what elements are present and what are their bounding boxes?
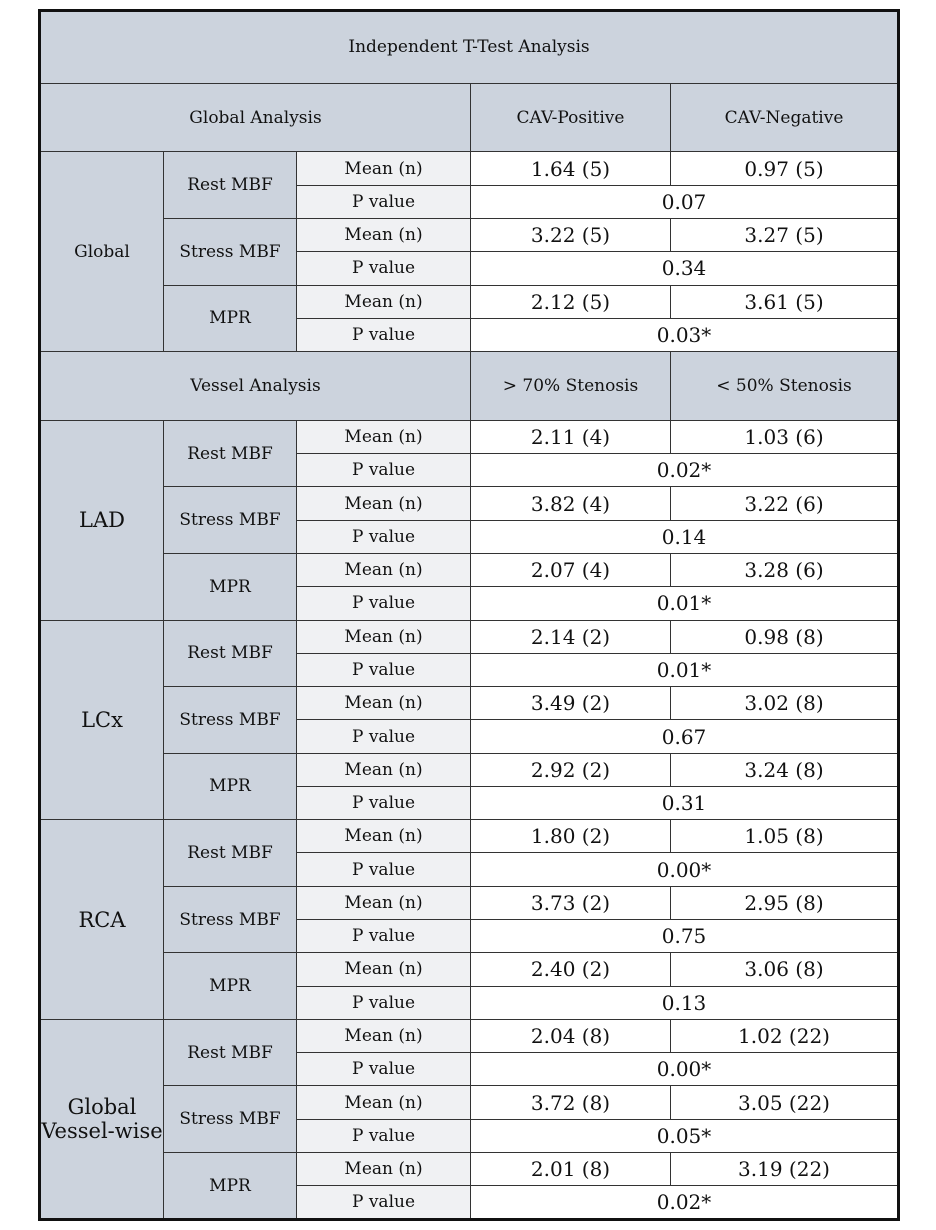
- mean-label: Mean (n): [297, 219, 471, 252]
- mean-value-col1: 3.73 (2): [471, 886, 671, 919]
- mean-value-col1: 2.12 (5): [471, 285, 671, 318]
- metric-label: Stress MBF: [164, 219, 297, 286]
- metric-label: MPR: [164, 753, 297, 820]
- mean-label: Mean (n): [297, 553, 471, 586]
- mean-value-col2: 0.98 (8): [671, 620, 899, 653]
- p-value-label: P value: [297, 587, 471, 620]
- mean-value-col2: 3.02 (8): [671, 687, 899, 720]
- metric-label: MPR: [164, 1153, 297, 1220]
- p-value: 0.07: [471, 185, 899, 218]
- mean-value-col1: 1.80 (2): [471, 820, 671, 853]
- mean-value-col1: 2.14 (2): [471, 620, 671, 653]
- mean-label: Mean (n): [297, 1153, 471, 1186]
- mean-value-col2: 1.03 (6): [671, 420, 899, 453]
- group-label: Global: [40, 152, 164, 352]
- mean-label: Mean (n): [297, 753, 471, 786]
- mean-value-col2: 3.27 (5): [671, 219, 899, 252]
- global-analysis-header: Global Analysis: [40, 83, 471, 152]
- p-value: 0.34: [471, 252, 899, 285]
- p-value: 0.14: [471, 520, 899, 553]
- mean-label: Mean (n): [297, 152, 471, 185]
- mean-label: Mean (n): [297, 420, 471, 453]
- p-value: 0.03*: [471, 318, 899, 351]
- metric-label: MPR: [164, 285, 297, 352]
- mean-value-col2: 3.05 (22): [671, 1086, 899, 1119]
- p-value-label: P value: [297, 986, 471, 1019]
- p-value: 0.02*: [471, 1186, 899, 1220]
- mean-label: Mean (n): [297, 953, 471, 986]
- mean-label: Mean (n): [297, 820, 471, 853]
- p-value-label: P value: [297, 853, 471, 886]
- group-label: LCx: [40, 620, 164, 820]
- p-value-label: P value: [297, 454, 471, 487]
- metric-label: Rest MBF: [164, 820, 297, 887]
- p-value-label: P value: [297, 520, 471, 553]
- p-value-label: P value: [297, 653, 471, 686]
- mean-value-col1: 3.22 (5): [471, 219, 671, 252]
- mean-value-col1: 2.40 (2): [471, 953, 671, 986]
- vessel-analysis-header: Vessel Analysis: [40, 352, 471, 421]
- mean-value-col2: 3.19 (22): [671, 1153, 899, 1186]
- mean-value-col1: 2.92 (2): [471, 753, 671, 786]
- p-value-label: P value: [297, 786, 471, 819]
- p-value-label: P value: [297, 185, 471, 218]
- metric-label: MPR: [164, 953, 297, 1020]
- global-analysis-col1-header: CAV-Positive: [471, 83, 671, 152]
- p-value-label: P value: [297, 720, 471, 753]
- metric-label: Stress MBF: [164, 687, 297, 754]
- p-value-label: P value: [297, 1053, 471, 1086]
- mean-value-col1: 3.82 (4): [471, 487, 671, 520]
- metric-label: Rest MBF: [164, 152, 297, 219]
- p-value: 0.00*: [471, 853, 899, 886]
- mean-value-col2: 0.97 (5): [671, 152, 899, 185]
- mean-label: Mean (n): [297, 1019, 471, 1052]
- group-label: RCA: [40, 820, 164, 1020]
- mean-label: Mean (n): [297, 487, 471, 520]
- p-value: 0.01*: [471, 653, 899, 686]
- metric-label: Stress MBF: [164, 886, 297, 953]
- metric-label: MPR: [164, 553, 297, 620]
- mean-label: Mean (n): [297, 886, 471, 919]
- metric-label: Rest MBF: [164, 420, 297, 487]
- mean-value-col2: 3.06 (8): [671, 953, 899, 986]
- p-value-label: P value: [297, 318, 471, 351]
- mean-value-col2: 3.22 (6): [671, 487, 899, 520]
- p-value-label: P value: [297, 920, 471, 953]
- mean-value-col1: 2.07 (4): [471, 553, 671, 586]
- p-value: 0.00*: [471, 1053, 899, 1086]
- mean-value-col2: 3.61 (5): [671, 285, 899, 318]
- p-value: 0.01*: [471, 587, 899, 620]
- mean-value-col2: 3.24 (8): [671, 753, 899, 786]
- metric-label: Stress MBF: [164, 1086, 297, 1153]
- mean-label: Mean (n): [297, 687, 471, 720]
- group-label: LAD: [40, 420, 164, 620]
- mean-value-col1: 2.11 (4): [471, 420, 671, 453]
- p-value-label: P value: [297, 1186, 471, 1220]
- mean-value-col2: 3.28 (6): [671, 553, 899, 586]
- global-analysis-col2-header: CAV-Negative: [671, 83, 899, 152]
- p-value: 0.02*: [471, 454, 899, 487]
- mean-label: Mean (n): [297, 1086, 471, 1119]
- mean-value-col2: 1.02 (22): [671, 1019, 899, 1052]
- p-value: 0.05*: [471, 1119, 899, 1152]
- mean-value-col1: 3.72 (8): [471, 1086, 671, 1119]
- p-value-label: P value: [297, 252, 471, 285]
- group-label: Global Vessel-wise: [40, 1019, 164, 1219]
- metric-label: Rest MBF: [164, 1019, 297, 1086]
- mean-value-col1: 3.49 (2): [471, 687, 671, 720]
- p-value: 0.13: [471, 986, 899, 1019]
- mean-value-col1: 1.64 (5): [471, 152, 671, 185]
- t-test-table: [38, 9, 900, 1221]
- metric-label: Rest MBF: [164, 620, 297, 687]
- mean-value-col1: 2.04 (8): [471, 1019, 671, 1052]
- p-value: 0.31: [471, 786, 899, 819]
- vessel-analysis-col1-header: > 70% Stenosis: [471, 352, 671, 421]
- mean-label: Mean (n): [297, 285, 471, 318]
- p-value: 0.67: [471, 720, 899, 753]
- table-title: Independent T-Test Analysis: [40, 11, 899, 84]
- metric-label: Stress MBF: [164, 487, 297, 554]
- vessel-analysis-col2-header: < 50% Stenosis: [671, 352, 899, 421]
- mean-value-col1: 2.01 (8): [471, 1153, 671, 1186]
- p-value: 0.75: [471, 920, 899, 953]
- mean-value-col2: 2.95 (8): [671, 886, 899, 919]
- mean-value-col2: 1.05 (8): [671, 820, 899, 853]
- p-value-label: P value: [297, 1119, 471, 1152]
- mean-label: Mean (n): [297, 620, 471, 653]
